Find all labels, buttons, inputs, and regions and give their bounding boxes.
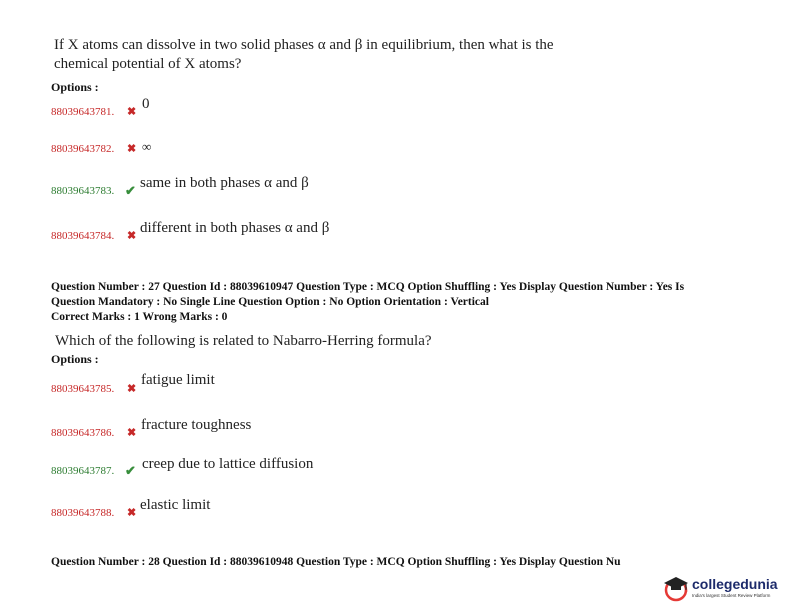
option-text: fatigue limit: [141, 372, 215, 388]
wrong-mark-icon: ✖: [127, 230, 137, 242]
option-id: 88039643783.: [51, 185, 115, 197]
option-id: 88039643784.: [51, 230, 115, 242]
collegedunia-logo: [662, 574, 788, 604]
wrong-mark-icon: ✖: [127, 427, 137, 439]
wrong-mark-icon: ✖: [127, 383, 137, 395]
option-text: same in both phases α and β: [140, 175, 309, 191]
option-text: elastic limit: [140, 497, 211, 513]
question-27-meta-line2: Question Mandatory : No Single Line Question Option : No Option Orientation : Vertical: [51, 296, 489, 308]
option-id: 88039643787.: [51, 465, 115, 477]
wrong-mark-icon: ✖: [127, 106, 137, 118]
logo-tagline: India's largest Student Review Platform: [692, 593, 771, 598]
check-mark-icon: ✔: [125, 463, 136, 478]
question-27-text: Which of the following is related to Nabarro-Herring formula?: [55, 333, 432, 349]
options-label: Options :: [51, 80, 99, 94]
option-id: 88039643788.: [51, 507, 115, 519]
option-id: 88039643782.: [51, 143, 115, 155]
option-id: 88039643781.: [51, 106, 115, 118]
option-id: 88039643785.: [51, 383, 115, 395]
question-27-meta-line1: Question Number : 27 Question Id : 88039610947 Question Type : MCQ Option Shuffling : Yes Display Question Number : Yes Is: [51, 281, 685, 293]
question-28-meta-line1: Question Number : 28 Question Id : 88039610948 Question Type : MCQ Option Shuffling : Yes Display Question Nu: [51, 556, 621, 568]
question-26-text-line1: If X atoms can dissolve in two solid phases α and β in equilibrium, then what is the: [54, 37, 554, 53]
check-mark-icon: ✔: [125, 183, 136, 198]
option-text: creep due to lattice diffusion: [142, 456, 314, 472]
graduation-cap-icon: [662, 574, 690, 602]
option-text: ∞: [142, 139, 152, 154]
option-id: 88039643786.: [51, 427, 115, 439]
question-26-text-line2: chemical potential of X atoms?: [54, 56, 242, 72]
option-text: different in both phases α and β: [140, 220, 330, 236]
option-text: 0: [142, 96, 150, 112]
logo-name: collegedunia: [692, 576, 778, 592]
question-27-meta-line3: Correct Marks : 1 Wrong Marks : 0: [51, 311, 228, 323]
wrong-mark-icon: ✖: [127, 507, 137, 519]
option-text: fracture toughness: [141, 417, 252, 433]
options-label: Options :: [51, 352, 99, 366]
wrong-mark-icon: ✖: [127, 143, 137, 155]
